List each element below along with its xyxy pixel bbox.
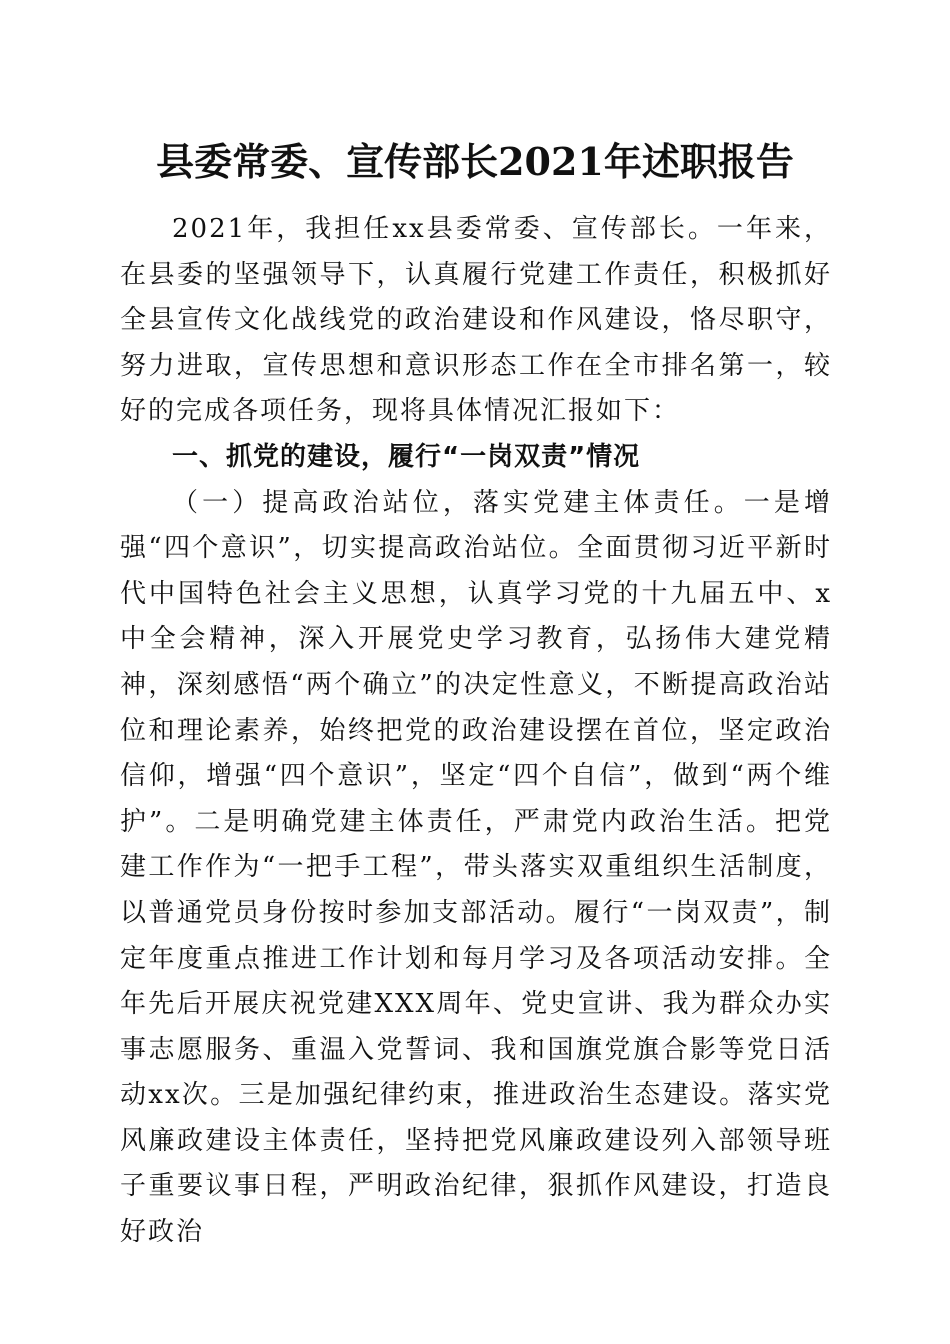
subsection-paragraph bbox=[120, 481, 832, 1256]
intro-paragraph: 2021年，我担任xx县委常委、宣传部长。一年来，在县委的坚强领导下，认真履行党建工作责任，积极抓好全县宣传文化战线党的政治建设和作风建设，恪尽职守，努力进取，宣传思想和意识形态工作在全市排名第一，较好的完成各项任务，现将具体情况汇报如下： bbox=[120, 214, 832, 427]
document-body bbox=[120, 207, 832, 1256]
section-heading: 一、抓党的建设，履行“一岗双责”情况 bbox=[172, 441, 641, 472]
subsection-lead: （一）提高政治站位，落实党建主体责任。 bbox=[172, 487, 744, 518]
subsection-body: 一是增强“四个意识”，切实提高政治站位。全面贯彻习近平新时代中国特色社会主义思想，认真学习党的十九届五中、x中全会精神，深入开展党史学习教育，弘扬伟大建党精神，深刻感悟“两个确立”的决定性意义，不断提高政治站位和理论素养，始终把党的政治建设摆在首位，坚定政治信仰，增强“四个意识”，坚定“四个自信”，做到“两个维护”。二是明确党建主体责任，严肃党内政治生活。把党建工作作为“一把手工程”，带头落实双重组织生活制度，以普通党员身份按时参加支部活动。履行“一岗双责”，制定年度重点推进工作计划和每月学习及各项活动安排。全年先后开展庆祝党建XXX周年、党史宣讲、我为群众办实事志愿服务、重温入党誓词、我和国旗党旗合影等党日活动xx次。三是加强纪律约束，推进政治生态建设。落实党风廉政建设主体责任，坚持把党风廉政建设列入部领导班子重要议事日程，严明政治纪律，狠抓作风建设，打造良好政治 bbox=[120, 487, 832, 1248]
document-title: 县委常委、宣传部长2021年述职报告 bbox=[156, 139, 794, 184]
